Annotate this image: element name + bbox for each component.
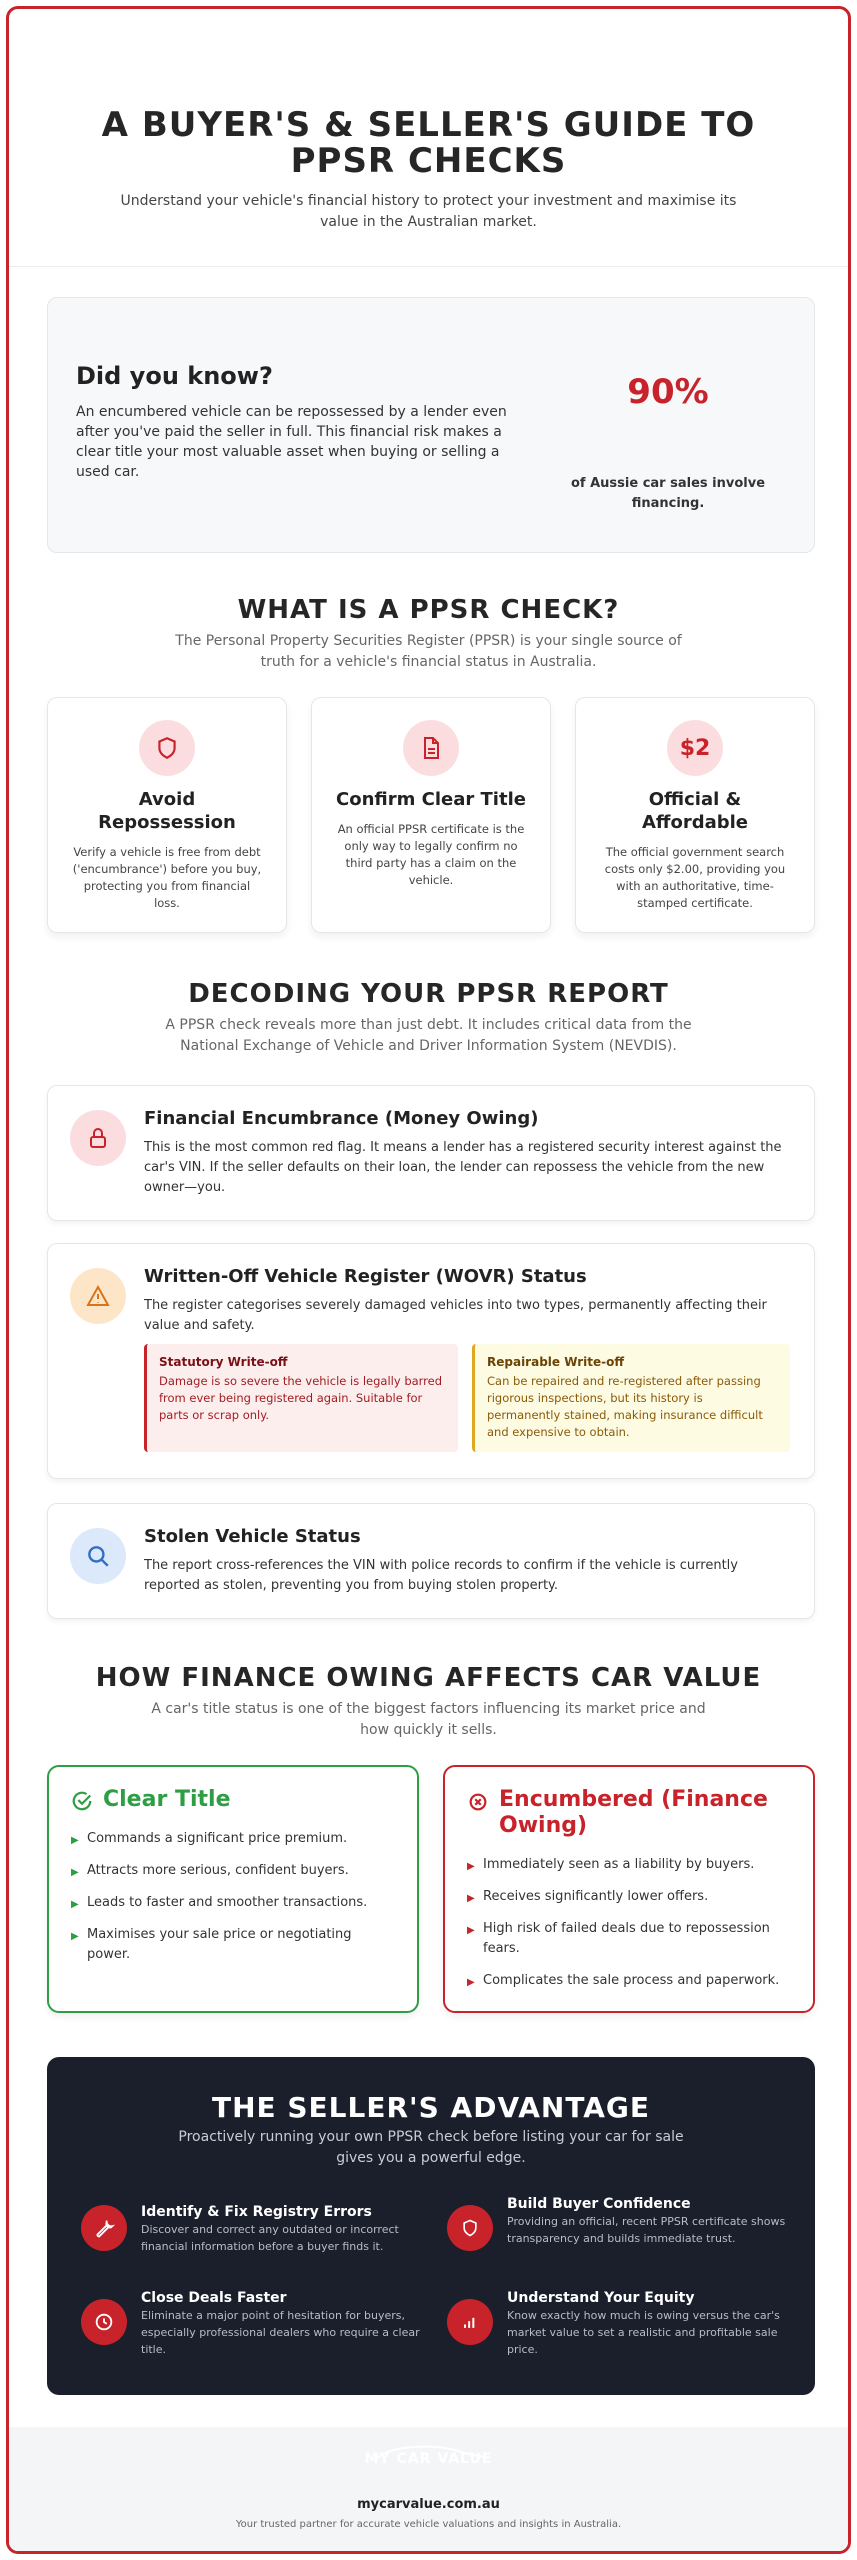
list-item: ▶ Complicates the sale process and paperwork.: [467, 1973, 780, 1988]
list-item: ▶ Maximises your sale price or negotiating power.: [71, 1927, 352, 1962]
list-item: ▶ Commands a significant price premium.: [71, 1831, 348, 1846]
statutory-text: Damage is so severe the vehicle is legally barred from ever being registered again. Suitable for parts or scrap only.: [159, 1374, 443, 1422]
report-item-text: This is the most common red flag. It means a lender has a registered security interest against the car's VIN. If the seller defaults on their loan, the lender can repossess the vehicle from the new owner—you.: [144, 1140, 782, 1195]
report-item-stolen: [47, 1503, 815, 1619]
report-item-wovr: [47, 1243, 815, 1479]
finance-subtitle: A car's title status is one of the biggest factors influencing its market price and how quickly it sells.: [151, 1701, 706, 1738]
statutory-writeoff-box: [144, 1344, 458, 1452]
footer-tagline: Your trusted partner for accurate vehicle valuations and insights in Australia.: [235, 2519, 622, 2530]
wrench-icon: [81, 2205, 127, 2251]
what-is-title: WHAT IS A PPSR CHECK?: [237, 595, 620, 625]
advantage-title: Understand Your Equity: [507, 2290, 695, 2306]
shield-icon: [139, 720, 195, 776]
advantage-text: Know exactly how much is owing versus the car's market value to set a realistic and profitable sale price.: [507, 2309, 780, 2356]
page-subtitle: Understand your vehicle's financial history to protect your investment and maximise its value in the Australian market.: [120, 193, 737, 230]
card-title: Confirm Clear Title: [336, 789, 526, 810]
advantage-title: Build Buyer Confidence: [507, 2196, 691, 2212]
list-item: ▶ Receives significantly lower offers.: [467, 1889, 709, 1904]
card-text: Verify a vehicle is free from debt ('encumbrance') before you buy, protecting you from financial loss.: [72, 845, 262, 910]
search-icon: [70, 1528, 126, 1584]
did-you-know-heading: Did you know?: [76, 362, 273, 390]
list-item: ▶ Attracts more serious, confident buyers.: [71, 1863, 349, 1878]
advantage-item: [447, 2289, 787, 2358]
document-icon: [403, 720, 459, 776]
statutory-label: Statutory Write-off: [159, 1355, 288, 1369]
decoding-subtitle: A PPSR check reveals more than just debt. It includes critical data from the National Exchange of Vehicle and Driver Information System (NEVDIS).: [165, 1017, 692, 1054]
card-title: Avoid Repossession: [98, 789, 236, 833]
footer: [9, 2427, 848, 2554]
advantage-title: Close Deals Faster: [141, 2290, 287, 2306]
card-confirm-clear-title: [311, 697, 551, 933]
card-text: The official government search costs only $2.00, providing you with an authoritative, time-stamped certificate.: [604, 845, 786, 910]
advantage-item: [447, 2195, 787, 2247]
chart-icon: [447, 2299, 493, 2345]
report-item-text: The register categorises severely damaged vehicles into two types, permanently affecting their value and safety.: [144, 1298, 767, 1333]
encumbered-list: [467, 1855, 791, 1991]
seller-subtitle: Proactively running your own PPSR check before listing your car for sale gives you a powerful edge.: [178, 2129, 684, 2166]
warning-icon: [70, 1268, 126, 1324]
page-frame: [6, 6, 851, 2554]
list-item: ▶ Leads to faster and smoother transactions.: [71, 1895, 368, 1910]
repairable-text: Can be repaired and re-registered after passing rigorous inspections, but its history is permanently stained, making insurance difficult and expensive to obtain.: [487, 1374, 763, 1439]
x-circle-icon: [467, 1791, 489, 1813]
encumbered-heading: Encumbered (Finance Owing): [499, 1787, 768, 1838]
list-item: ▶ Immediately seen as a liability by buyers.: [467, 1857, 755, 1872]
card-text: An official PPSR certificate is the only way to legally confirm no third party has a claim on the vehicle.: [337, 822, 525, 887]
clock-icon: [81, 2299, 127, 2345]
clear-title-card: [47, 1765, 419, 2013]
advantage-text: Providing an official, recent PPSR certificate shows transparency and builds immediate trust.: [507, 2215, 786, 2245]
clear-title-list: [71, 1829, 395, 1965]
report-item-title: Stolen Vehicle Status: [144, 1526, 361, 1547]
advantage-item: [81, 2289, 421, 2358]
finance-title: HOW FINANCE OWING AFFECTS CAR VALUE: [95, 1663, 762, 1693]
report-item-title: Financial Encumbrance (Money Owing): [144, 1108, 539, 1129]
check-circle-icon: [71, 1790, 93, 1812]
list-item: ▶ High risk of failed deals due to repossession fears.: [467, 1921, 770, 1956]
seller-advantage-section: [47, 2057, 815, 2395]
footer-logo: MY CAR VALUE: [364, 2451, 493, 2467]
repairable-writeoff-box: [472, 1344, 790, 1452]
hero-section: [9, 9, 848, 267]
repairable-label: Repairable Write-off: [487, 1355, 625, 1369]
advantage-text: Eliminate a major point of hesitation for buyers, especially professional dealers who require a clear title.: [141, 2309, 420, 2356]
seller-title: THE SELLER'S ADVANTAGE: [211, 2091, 651, 2124]
what-is-subtitle: The Personal Property Securities Register (PPSR) is your single source of truth for a vehicle's financial status in Australia.: [175, 633, 682, 670]
did-you-know-body: An encumbered vehicle can be repossessed by a lender even after you've paid the seller in full. This financial risk makes a clear title your most valuable asset when buying or selling a used car.: [76, 404, 507, 480]
stat-caption: of Aussie car sales involve financing.: [570, 476, 766, 511]
card-official-affordable: [575, 697, 815, 933]
encumbered-card: [443, 1765, 815, 2013]
advantage-title: Identify & Fix Registry Errors: [141, 2204, 372, 2220]
card-avoid-repossession: [47, 697, 287, 933]
report-item-encumbrance: [47, 1085, 815, 1221]
stat-value: 90%: [627, 372, 709, 412]
advantage-item: [81, 2203, 421, 2255]
lock-icon: [70, 1110, 126, 1166]
report-item-title: Written-Off Vehicle Register (WOVR) Status: [144, 1266, 587, 1287]
footer-domain[interactable]: mycarvalue.com.au: [357, 2497, 500, 2512]
report-item-text: The report cross-references the VIN with police records to confirm if the vehicle is currently reported as stolen, preventing you from buying stolen property.: [144, 1558, 738, 1593]
page-title: A BUYER'S & SELLER'S GUIDE TO PPSR CHECKS: [101, 105, 756, 181]
did-you-know-card: [47, 297, 815, 553]
clear-title-heading: Clear Title: [103, 1787, 231, 1812]
advantage-text: Discover and correct any outdated or incorrect financial information before a buyer finds it.: [141, 2223, 399, 2253]
shield-icon: [447, 2205, 493, 2251]
card-title: Official & Affordable: [641, 789, 749, 833]
dollar-badge: $2: [667, 720, 723, 776]
decoding-title: DECODING YOUR PPSR REPORT: [188, 979, 669, 1009]
